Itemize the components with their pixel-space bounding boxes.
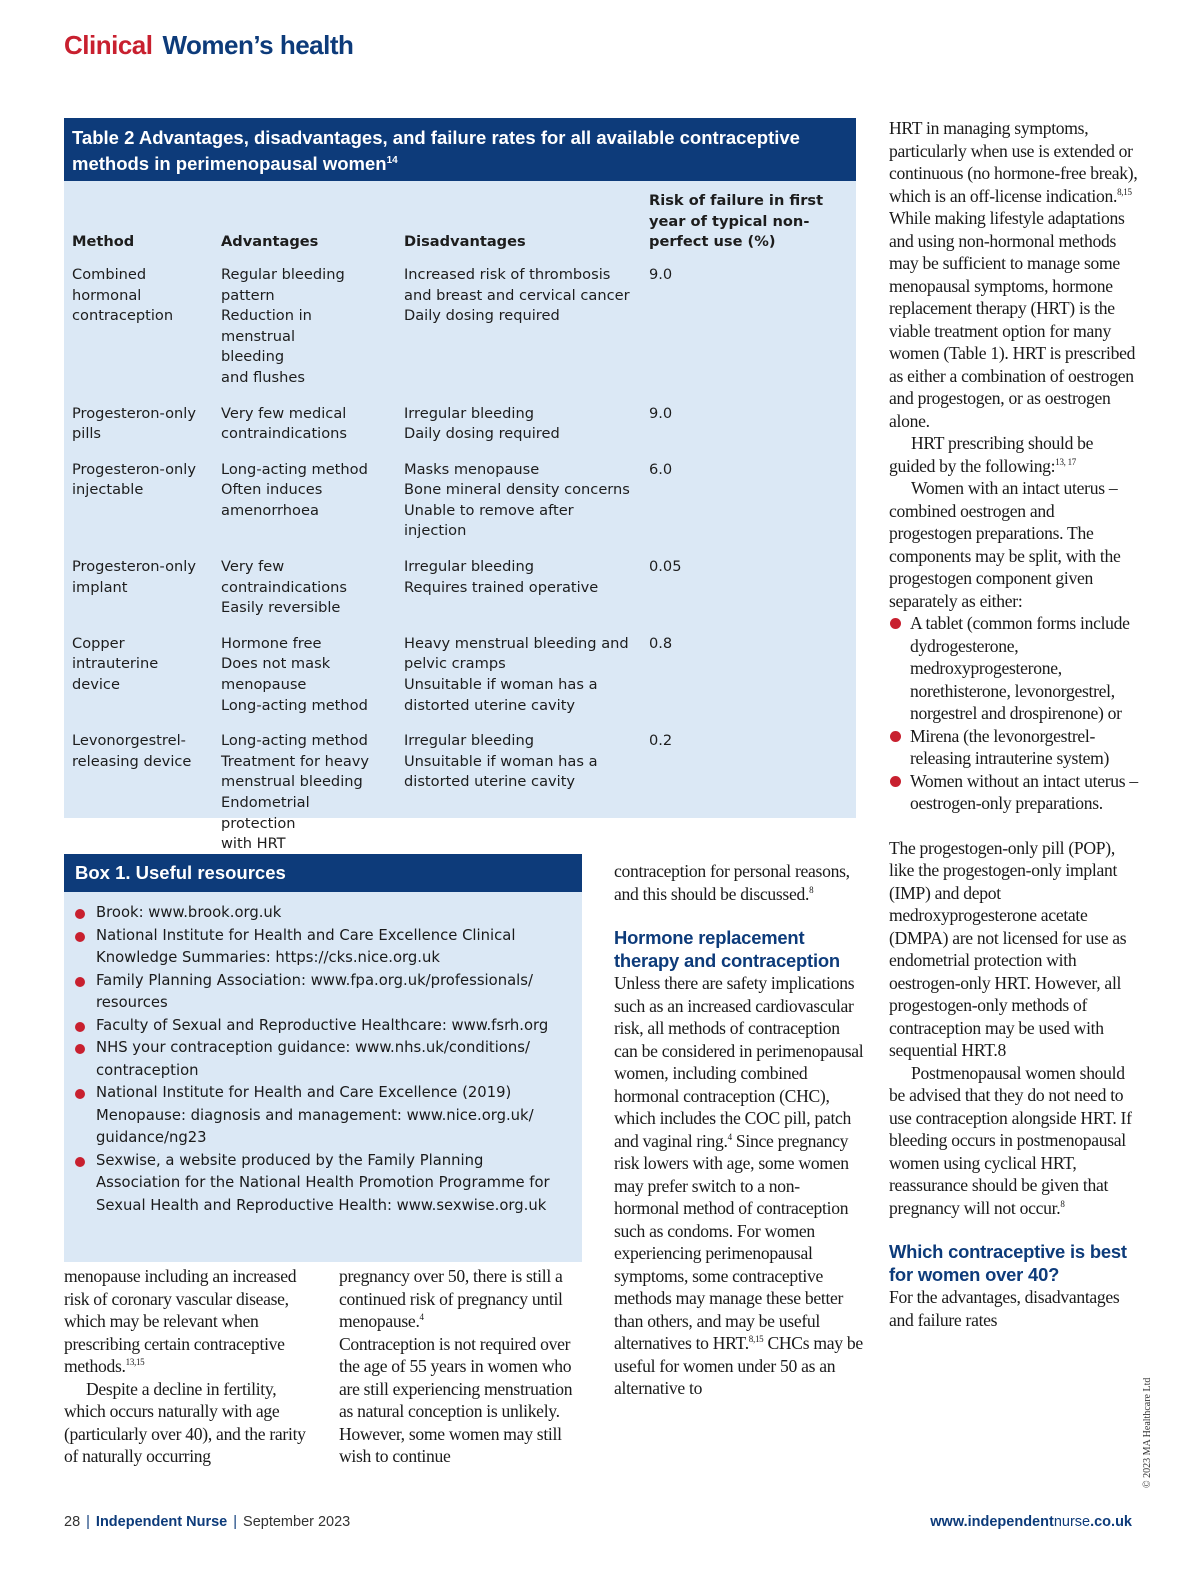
paragraph: Contraception is not required over the age of 55 years in women who are still experiencing menstruation as natural conception is unlikely. However, some women may still wish to continue <box>339 1333 573 1466</box>
paragraph: Unless there are safety implications such as an increased cardiovascular risk, all methods of contraception can be considered in perimenopausal women, including combined hormonal contraception (CHC), which includes the COC pill, patch and vaginal ring.$^4$ Since pregnancy risk lowers with age, some women may prefer switch to a non-hormonal method of contraception such as condoms. For women experiencing perimenopausal symptoms, some contraceptive methods may manage these better than others, and may be useful alternatives to HRT.$^{8,15}$ CHCs may be useful for women under 50 as an alternative to <box>614 973 864 1398</box>
cell-risk: 0.2 <box>649 732 673 750</box>
resource-item: NHS your contraception guidance: www.nhs.uk/conditions/ contraception <box>75 1037 562 1082</box>
table-row <box>64 460 856 557</box>
cell-method: Combined hormonal contraception <box>72 265 174 325</box>
paragraph: menopause including an increased risk of coronary vascular disease, which may be relevant when prescribing certain contraceptive methods.$^{13,15}$ <box>64 1266 297 1376</box>
table-body <box>64 265 856 870</box>
page-number: 28 <box>64 1514 81 1530</box>
table-row <box>64 265 856 404</box>
paragraph: Women with an intact uterus – combined oestrogen and progestogen preparations. The components may be split, with the progestogen component given separately as either: <box>889 478 1121 611</box>
cell-method: Copper intrauterine device <box>72 634 159 694</box>
list-item: Women without an intact uterus – oestrogen-only preparations. <box>889 770 1139 815</box>
box-1-title: Box 1. Useful resources <box>64 854 582 892</box>
resource-item: National Institute for Health and Care Excellence (2019) Menopause: diagnosis and management: www.nice.org.uk/ guidance/ng23 <box>75 1082 562 1150</box>
page-header <box>64 30 353 61</box>
table-row <box>64 634 856 731</box>
cell-advantages: Hormone free Does not mask menopause Long-acting method <box>221 634 368 714</box>
paragraph: HRT in managing symptoms, particularly when use is extended or continuous (no hormone-free break), which is an off-license indication.$^{8,15}$ While making lifestyle adaptations and using non-hormonal methods may be sufficient to manage some menopausal symptoms, hormone replacement therapy (HRT) is the viable treatment option for many women (Table 1). HRT is prescribed as either a combination of oestrogen and progestogen, or as oestrogen alone. <box>889 118 1138 431</box>
cell-advantages: Long-acting method Often induces amenorrhoea <box>221 460 368 519</box>
paragraph: contraception for personal reasons, and this should be discussed.$^8$ <box>614 861 850 904</box>
cell-method: Levonorgestrel- releasing device <box>72 732 192 770</box>
paragraph: HRT prescribing should be guided by the following:$^{13, 17}$ <box>889 433 1094 476</box>
resource-item: National Institute for Health and Care Excellence Clinical Knowledge Summaries: https://cks.nice.org.uk <box>75 925 562 970</box>
header-disadvantages: Disadvantages <box>404 233 526 251</box>
issue-date: September 2023 <box>243 1514 351 1530</box>
contraceptive-table <box>64 181 856 870</box>
table-row <box>64 731 856 870</box>
cell-risk: 6.0 <box>649 460 673 478</box>
cell-risk: 0.05 <box>649 558 682 576</box>
hrt-options-list <box>889 612 1139 815</box>
cell-method: Progesteron-only injectable <box>72 460 196 499</box>
cell-disadvantages: Masks menopause Bone mineral density concerns Unable to remove after injection <box>404 460 630 540</box>
cell-disadvantages: Irregular bleeding Unsuitable if woman has a distorted uterine cavity <box>404 732 598 791</box>
resource-item: Sexwise, a website produced by the Family Planning Association for the National Health Promotion Programme for Sexual Health and Reproductive Health: www.sexwise.org.uk <box>75 1150 562 1218</box>
cell-risk: 9.0 <box>649 404 673 422</box>
cell-advantages: Very few medical contraindications <box>221 404 348 443</box>
paragraph: For the advantages, disadvantages and failure rates <box>889 1287 1120 1330</box>
publication-name: Independent Nurse <box>95 1514 228 1530</box>
cell-disadvantages: Increased risk of thrombosis and breast and cervical cancer Daily dosing required <box>404 265 630 325</box>
paragraph: Despite a decline in fertility, which occurs naturally with age (particularly over 40), and the rarity of naturally occurring <box>64 1378 306 1466</box>
table-row <box>64 557 856 634</box>
cell-method: Progesteron-only pills <box>72 404 196 443</box>
table-2 <box>64 118 856 853</box>
body-column-1 <box>64 1265 314 1468</box>
cell-risk: 9.0 <box>649 265 673 283</box>
body-column-2 <box>339 1265 589 1468</box>
header-advantages: Advantages <box>221 233 319 251</box>
cell-risk: 0.8 <box>649 634 673 652</box>
resource-item: Faculty of Sexual and Reproductive Healthcare: www.fsrh.org <box>75 1015 562 1038</box>
list-item: A tablet (common forms include dydrogesterone, medroxyprogesterone, norethisterone, levonorgestrel, norgestrel and drospirenone) or <box>889 612 1139 725</box>
footer-url-link[interactable]: www.independentnurse.co.uk <box>930 1514 1132 1530</box>
cell-advantages: Very few contraindications Easily reversible <box>221 558 348 617</box>
header-method: Method <box>72 233 135 251</box>
paragraph: pregnancy over 50, there is still a continued risk of pregnancy until menopause.$^4$ <box>339 1266 563 1331</box>
table-2-title: Table 2 Advantages, disadvantages, and failure rates for all available contraceptive methods in perimenopausal women$^{14}$ <box>64 118 856 181</box>
resources-list <box>64 892 582 1217</box>
heading-best-contraceptive: Which contraceptive is best for women over 40? <box>889 1241 1127 1285</box>
section-label: Clinical <box>64 30 153 60</box>
topic-label: Women’s health <box>162 30 354 60</box>
cell-disadvantages: Irregular bleeding Requires trained operative <box>404 558 599 596</box>
list-item: Mirena (the levonorgestrel-releasing intrauterine system) <box>889 725 1139 770</box>
header-risk: Risk of failure in first year of typical non- perfect use (%) <box>649 192 824 251</box>
copyright: © 2023 MA Healthcare Ltd <box>1142 1377 1153 1488</box>
cell-disadvantages: Heavy menstrual bleeding and pelvic cramps Unsuitable if woman has a distorted uterine cavity <box>404 634 629 714</box>
resource-item: Family Planning Association: www.fpa.org.uk/professionals/ resources <box>75 970 562 1015</box>
cell-advantages: Long-acting method Treatment for heavy menstrual bleeding Endometrial protection with HRT <box>221 732 370 853</box>
heading-hrt-contraception: Hormone replacement therapy and contraception <box>614 927 840 971</box>
resource-item: Brook: www.brook.org.uk <box>75 902 562 925</box>
paragraph: The progestogen-only pill (POP), like the progestogen-only implant (IMP) and depot medroxyprogesterone acetate (DMPA) are not licensed for use as endometrial protection with oestrogen-only HRT. However, all progestogen-only methods of contraception may be used with sequential HRT.8 <box>889 837 1127 1060</box>
body-column-4 <box>889 117 1139 1331</box>
cell-advantages: Regular bleeding pattern Reduction in menstrual bleeding and flushes <box>221 265 345 386</box>
body-column-3 <box>614 860 864 1400</box>
box-1-resources <box>64 854 582 1262</box>
cell-method: Progesteron-only implant <box>72 558 196 596</box>
table-row <box>64 404 856 460</box>
page-footer: 28 | Independent Nurse | September 2023 <box>64 1514 351 1530</box>
cell-disadvantages: Irregular bleeding Daily dosing required <box>404 404 560 443</box>
paragraph: Postmenopausal women should be advised that they do not need to use contraception alongside HRT. If bleeding occurs in postmenopausal women using cyclical HRT, reassurance should be given that pregnancy will not occur.$^8$ <box>889 1062 1132 1218</box>
